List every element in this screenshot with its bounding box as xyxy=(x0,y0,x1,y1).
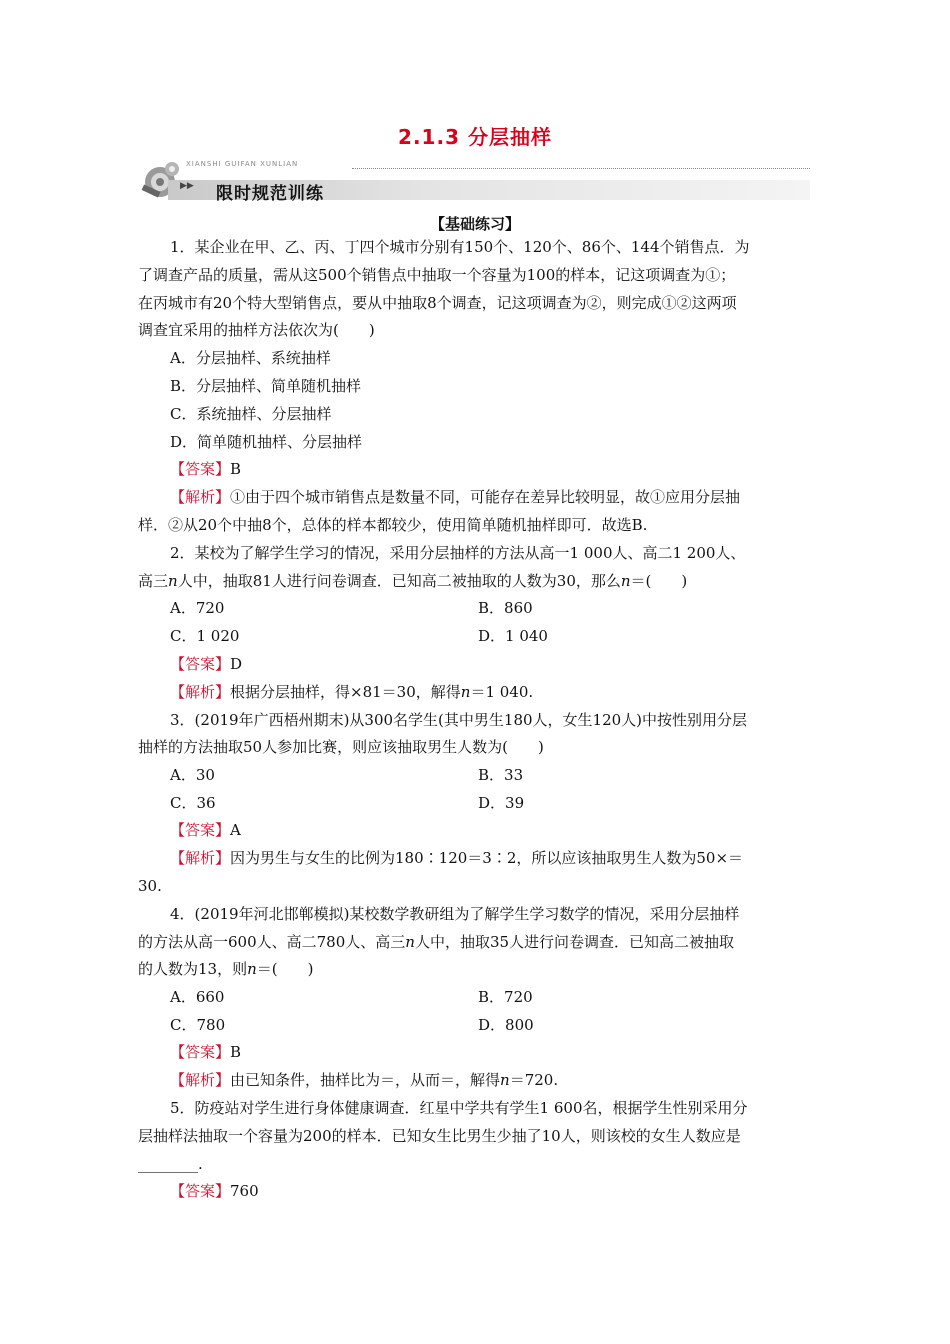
q2-option: C．1 020 xyxy=(170,627,240,645)
q3-answer xyxy=(170,820,241,840)
q5-stem: 层抽样法抽取一个容量为200的样本．已知女生比男生少抽了10人，则该校的女生人数应是 xyxy=(138,1127,741,1145)
variable: n xyxy=(500,1071,510,1089)
variable: n xyxy=(405,933,415,951)
variable: n xyxy=(620,572,631,590)
q1-stem: 了调查产品的质量，需从这500个销售点中抽取一个容量为100的样本，记这项调查为①； xyxy=(138,266,736,284)
q3-stem: 抽样的方法抽取50人参加比赛，则应该抽取男生人数为( ) xyxy=(138,738,544,756)
text: 高三 xyxy=(138,572,169,590)
variable: n xyxy=(168,572,178,590)
q4-answer xyxy=(170,1042,241,1062)
banner-subtitle: XIANSHI GUIFAN XUNLIAN xyxy=(186,160,299,168)
q3-stem: 3．(2019年广西梧州期末)从300名学生(其中男生180人，女生120人)中按性别用分层 xyxy=(170,711,748,729)
answer-value: D xyxy=(230,655,243,673)
q3-option: D．39 xyxy=(478,794,525,812)
q1-stem: 在丙城市有20个特大型销售点，要从中抽取8个调查，记这项调查为②，则完成①②这两项 xyxy=(138,294,737,312)
q1-stem: 1．某企业在甲、乙、丙、丁四个城市分别有150个、120个、86个、144个销售点．为 xyxy=(170,238,750,256)
q5-answer xyxy=(170,1181,259,1201)
q3-analysis xyxy=(170,848,743,868)
analysis-tag: 【解析】 xyxy=(170,1071,231,1089)
analysis-text: ①由于四个城市销售点是数量不同，可能存在差异比较明显，故①应用分层抽 xyxy=(230,488,741,506)
answer-tag: 【答案】 xyxy=(170,1182,231,1200)
text: 的方法从高一600人、高二780人、高三 xyxy=(138,933,406,951)
text: 人中，抽取81人进行问卷调查．已知高二被抽取的人数为30，那么 xyxy=(177,572,621,590)
page-title: 2.1.3 分层抽样 xyxy=(398,125,552,149)
text: ＝1 040. xyxy=(470,683,534,701)
q4-option: B．720 xyxy=(478,988,533,1006)
q1-stem: 调查宜采用的抽样方法依次为( ) xyxy=(138,321,375,339)
q1-analysis xyxy=(170,487,740,507)
analysis-tag: 【解析】 xyxy=(170,849,231,867)
section-banner xyxy=(140,158,810,204)
analysis-tag: 【解析】 xyxy=(170,488,231,506)
q2-answer xyxy=(170,654,242,674)
q4-option: A．660 xyxy=(170,988,225,1006)
answer-tag: 【答案】 xyxy=(170,1043,231,1061)
q1-option: C．系统抽样、分层抽样 xyxy=(170,405,332,423)
q4-stem: 4．(2019年河北邯郸模拟)某校数学教研组为了解学生学习数学的情况，采用分层抽样 xyxy=(170,905,740,923)
answer-tag: 【答案】 xyxy=(170,821,231,839)
q1-option: D．简单随机抽样、分层抽样 xyxy=(170,433,363,451)
variable: n xyxy=(460,683,471,701)
q5-blank: ________. xyxy=(138,1155,203,1173)
q4-stem xyxy=(138,959,313,979)
q3-option: C．36 xyxy=(170,794,216,812)
q4-option: D．800 xyxy=(478,1016,534,1034)
q2-option: D．1 040 xyxy=(478,627,548,645)
q2-stem xyxy=(138,571,687,591)
answer-value: A xyxy=(230,821,241,839)
text: ＝( ) xyxy=(630,572,688,590)
text: 根据分层抽样，得×81＝30，解得 xyxy=(230,683,461,701)
variable: n xyxy=(247,960,257,978)
text: 人中，抽取35人进行问卷调查．已知高二被抽取 xyxy=(414,933,735,951)
q2-option: A．720 xyxy=(170,599,225,617)
section-heading: 【基础练习】 xyxy=(429,215,520,233)
q1-answer xyxy=(170,459,241,479)
q1-option: B．分层抽样、简单随机抽样 xyxy=(170,377,362,395)
answer-value: 760 xyxy=(230,1182,259,1200)
text: 的人数为13，则 xyxy=(138,960,248,978)
q3-option: B．33 xyxy=(478,766,524,784)
answer-value: B xyxy=(230,460,242,478)
q4-option: C．780 xyxy=(170,1016,226,1034)
banner-divider xyxy=(352,168,810,169)
analysis-tag: 【解析】 xyxy=(170,683,231,701)
q2-option: B．860 xyxy=(478,599,533,617)
text: ＝( ) xyxy=(256,960,314,978)
answer-value: B xyxy=(230,1043,242,1061)
q4-analysis xyxy=(170,1070,558,1090)
q3-analysis: 30. xyxy=(138,877,162,895)
q2-stem: 2．某校为了解学生学习的情况，采用分层抽样的方法从高一1 000人、高二1 200人、 xyxy=(170,544,746,562)
text: 由已知条件，抽样比为＝，从而＝，解得 xyxy=(230,1071,501,1089)
answer-tag: 【答案】 xyxy=(170,655,231,673)
q2-analysis xyxy=(170,682,533,702)
analysis-text: 因为男生与女生的比例为180∶120＝3∶2，所以应该抽取男生人数为50×＝ xyxy=(230,849,744,867)
q3-option: A．30 xyxy=(170,766,215,784)
q5-stem: 5．防疫站对学生进行身体健康调查．红星中学共有学生1 600名，根据学生性别采用分 xyxy=(170,1099,748,1117)
answer-tag: 【答案】 xyxy=(170,460,231,478)
text: ＝720. xyxy=(509,1071,559,1089)
q4-stem xyxy=(138,932,734,952)
q1-option: A．分层抽样、系统抽样 xyxy=(170,349,331,367)
q1-analysis: 样．②从20个中抽8个，总体的样本都较少，使用简单随机抽样即可．故选B. xyxy=(138,516,648,534)
arrow-icon: ▶▶ xyxy=(180,181,194,191)
banner-label: 限时规范训练 xyxy=(216,184,324,204)
